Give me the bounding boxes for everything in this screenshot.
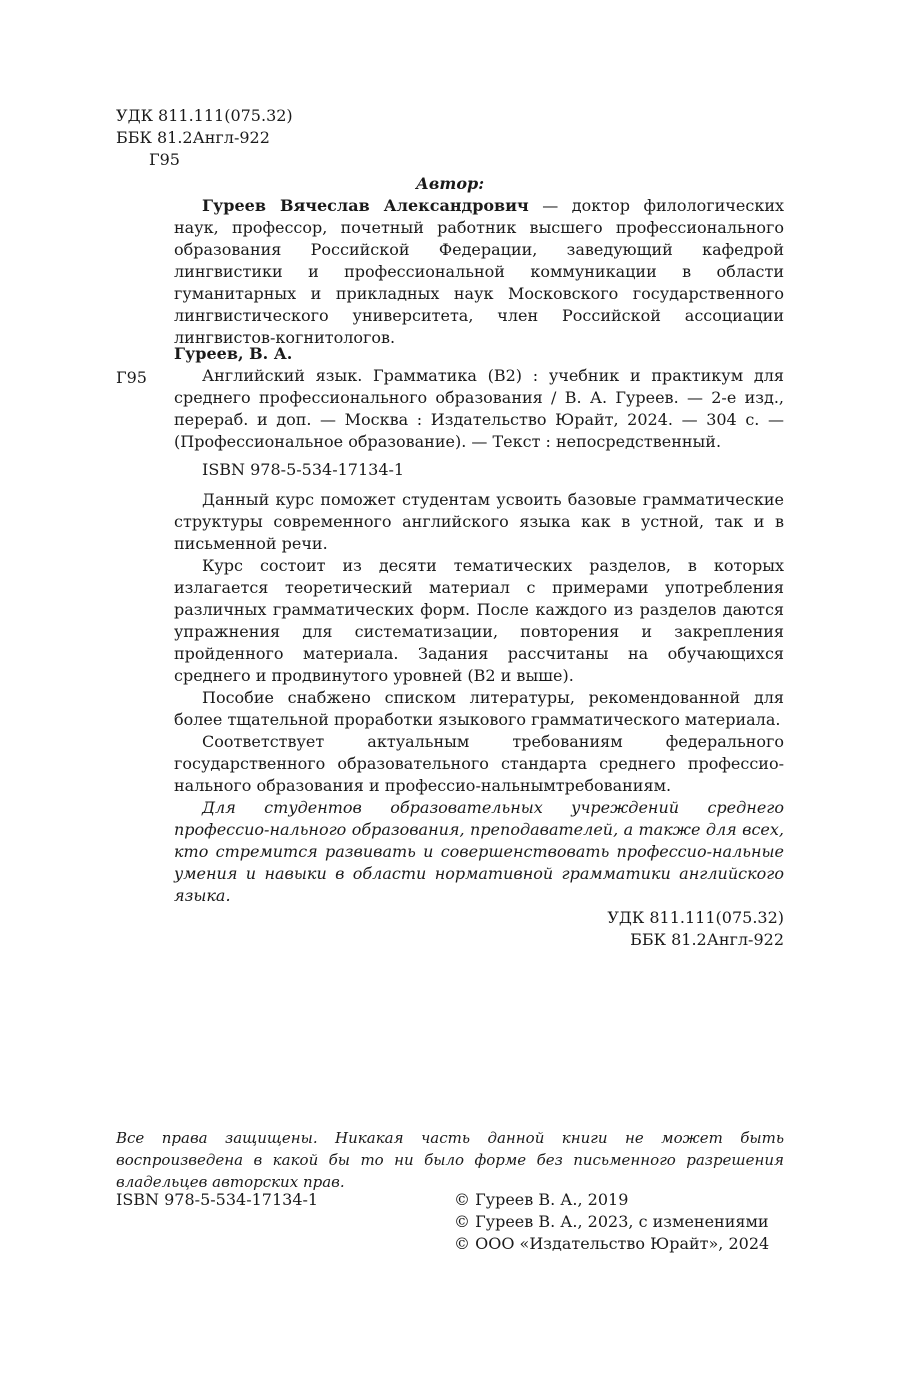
author-description: — доктор филологических наук, профессор, почетный работник высшего профессионального образования Российской Федерации, заведующий кафедрой лингвистики и профессиональной коммуникации в области гуманитарных и прикладных наук Московского государственного лингвистического университета, член Российской ассоциации лингвистов-когнитологов. <box>174 196 785 347</box>
author-block <box>174 173 784 349</box>
annotation-p3: Пособие снабжено списком литературы, рекомендованной для более тщательной проработки языкового грамматического материала. <box>174 688 784 729</box>
author-mark: Г95 <box>149 150 180 169</box>
annotation-audience: Для студентов образовательных учреждений среднего профессио-нального образования, преподавателей, а также для всех, кто стремится развивать и совершенствовать профессио-нальные умения и навыки в области нормативной грамматики английского языка. <box>174 798 784 905</box>
annotation-p4: Соответствует актуальным требованиям федерального государственного образовательного стандарта среднего профессио-нального образования и профессио-нальнымтребованиям. <box>174 732 784 795</box>
bibliographic-block <box>174 343 784 481</box>
classification-top <box>116 105 293 171</box>
copyright-line: © ООО «Издательство Юрайт», 2024 <box>454 1234 770 1253</box>
rights-notice: Все права защищены. Никакая часть данной книги не может быть воспроизведена в какой бы то ни было форме без письменного разрешения владельцев авторских прав. <box>116 1129 784 1191</box>
annotation <box>174 489 784 951</box>
bib-description: Английский язык. Грамматика (B2) : учебник и практикум для среднего профессионального образования / В. А. Гуреев. — 2-е изд., перераб. и доп. — Москва : Издательство Юрайт, 2024. — 304 с. — (Профессиональное образование). — Текст : непосредственный. <box>174 366 784 451</box>
copyright-block <box>454 1189 769 1255</box>
bbk-code-bottom: ББК 81.2Англ-922 <box>630 930 784 949</box>
udk-code: УДК 811.111(075.32) <box>116 106 293 125</box>
bbk-code: ББК 81.2Англ-922 <box>116 128 270 147</box>
copyright-line: © Гуреев В. А., 2023, с изменениями <box>454 1212 769 1231</box>
annotation-p1: Данный курс поможет студентам усвоить базовые грамматические структуры современного английского языка как в устной, так и в письменной речи. <box>174 490 784 553</box>
author-bio <box>174 195 784 349</box>
footer-isbn: ISBN 978-5-534-17134-1 <box>116 1190 319 1209</box>
copyright-line: © Гуреев В. А., 2019 <box>454 1190 629 1209</box>
bib-mark: Г95 <box>116 368 147 387</box>
bib-isbn: ISBN 978-5-534-17134-1 <box>202 460 405 479</box>
udk-code-bottom: УДК 811.111(075.32) <box>607 908 784 927</box>
bib-author-heading: Гуреев, В. А. <box>174 344 293 363</box>
author-heading: Автор: <box>415 174 485 193</box>
annotation-p2: Курс состоит из десяти тематических разделов, в которых излагается теоретический материал с примерами употребления различных грамматических форм. После каждого из разделов даются упражнения для систематизации, повторения и закрепления пройденного материала. Задания рассчитаны на обучающихся среднего и продвинутого уровней (B2 и выше). <box>174 556 784 685</box>
author-name: Гуреев Вячеслав Александрович <box>202 196 529 215</box>
